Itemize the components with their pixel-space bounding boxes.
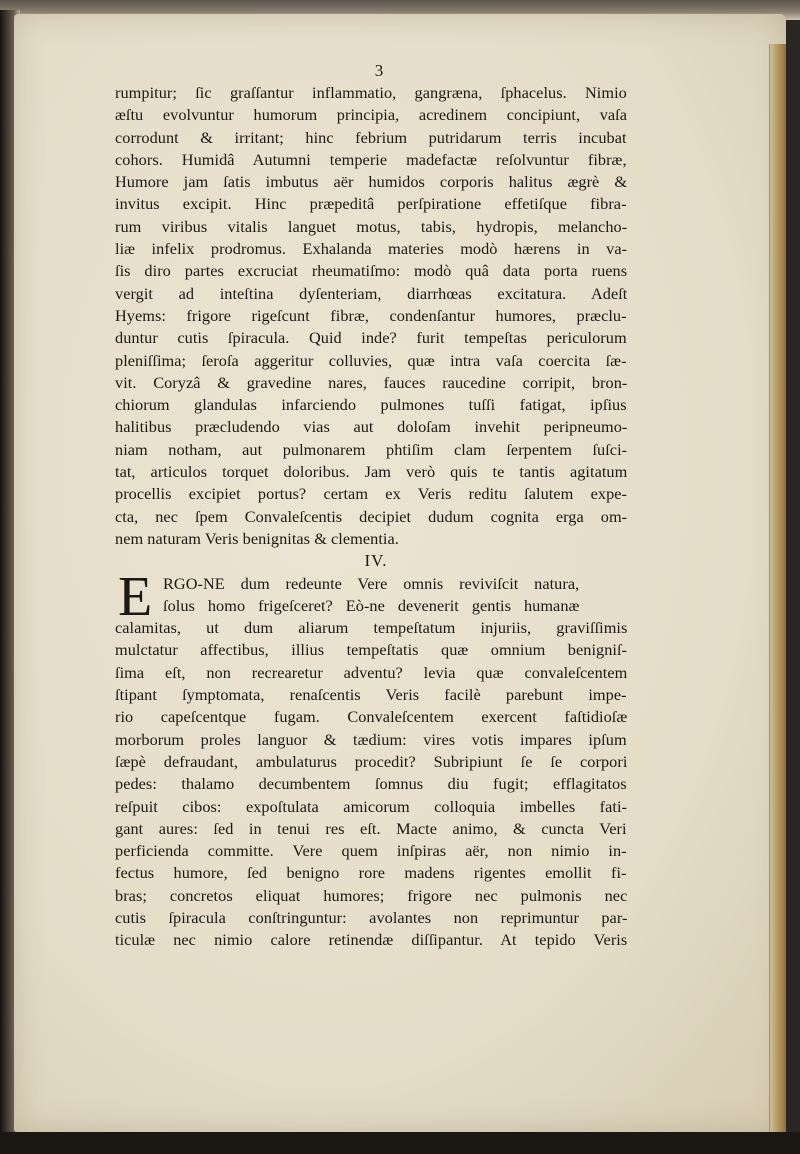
- text-line: cohors. Humidâ Autumni temperie madefactæ reſolvuntur fibræ,: [115, 149, 627, 169]
- scan-bottom-edge: [0, 1132, 800, 1154]
- paragraph-2-body: [115, 617, 627, 951]
- text-line: invitus excipit. Hinc præpeditâ perſpiratione effetiſque fibra-: [115, 194, 627, 214]
- text-line: corrodunt & irritant; hinc febrium putridarum terris incubat: [115, 127, 627, 147]
- text-line: ſima eſt, non recrearetur adventu? levia quæ convaleſcentem: [115, 662, 628, 682]
- text-line: gant aures: ſed in tenui res eſt. Macte animo, & cuncta Veri: [115, 818, 627, 838]
- text-line: pleniſſima; ſeroſa aggeritur colluvies, quæ intra vaſa coercita ſæ-: [115, 350, 627, 370]
- text-line: ſæpè defraudant, ambulaturus procedit? Subripiunt ſe ſe corpori: [115, 751, 628, 771]
- text-line: halitibus præcludendo vias aut doloſam invehit peripneumo-: [115, 417, 628, 437]
- text-line: rum viribus vitalis languet motus, tabis, hydropis, melancho-: [115, 216, 628, 236]
- text-line: chiorum glandulas infarciendo pulmones tuſſi fatigat, ipſius: [115, 395, 627, 415]
- text-line: Humore jam ſatis imbutus aër humidos corporis halitus ægrè &: [115, 172, 628, 192]
- text-line: pedes: thalamo decumbentem ſomnus diu fugit; efflagitatos: [115, 774, 627, 794]
- section-heading: IV.: [364, 551, 388, 571]
- paragraph-2-opening: [115, 565, 627, 628]
- text-line: fectus humore, ſed benigno rore madens rigentes emollit fi-: [115, 863, 627, 883]
- text-line: bras; concretos eliquat humores; frigore nec pulmonis nec: [115, 885, 628, 905]
- page-number: 3: [374, 61, 384, 80]
- text-line: ſtipant ſymptomata, renaſcentis Veris facilè parebunt impe-: [115, 685, 627, 705]
- text-line: cutis ſpiracula conſtringuntur: avolantes non reprimuntur par-: [115, 907, 628, 927]
- text-line: æſtu evolvuntur humorum principia, acredinem concipiunt, vaſa: [115, 105, 628, 125]
- text-line: reſpuit cibos: expoſtulata amicorum colloquia imbelles fati-: [115, 796, 628, 816]
- text-line: RGO-NE dum redeunte Vere omnis reviviſcit natura,: [163, 573, 580, 593]
- text-line: ſis diro partes excruciat rheumatiſmo: modò quâ data porta ruens: [115, 261, 628, 281]
- text-line: ticulæ nec nimio calore retinendæ diſſipantur. At tepido Veris: [115, 930, 628, 950]
- text-line: procellis excipiet portus? certam ex Veris reditu ſalutem expe-: [115, 484, 628, 504]
- page-stack-edge: [769, 44, 786, 1154]
- text-line: niam notham, aut pulmonarem phtiſim clam ſerpentem ſuſci-: [115, 439, 628, 459]
- text-line: liæ infelix prodromus. Exhalanda materies modò hærens in va-: [115, 239, 628, 259]
- text-line: calamitas, ut dum aliarum tempeſtatum injuriis, graviſſimis: [115, 618, 628, 638]
- text-line: morborum proles languor & tædium: vires votis impares ipſum: [115, 729, 627, 749]
- text-line: cta, nec ſpem Convaleſcentis decipiet dudum cognita erga om-: [115, 506, 628, 526]
- text-line: vergit ad inteſtina dyſenteriam, diarrhœas excitatura. Adeſt: [115, 283, 628, 303]
- paragraph-1: [115, 82, 627, 550]
- text-line: duntur cutis ſpiracula. Quid inde? furit tempeſtas periculorum: [115, 328, 627, 348]
- text-line: nem naturam Veris benignitas & clementia.: [115, 528, 399, 548]
- text-line: rio capeſcentque fugam. Convaleſcentem exercent faſtidioſæ: [115, 707, 628, 727]
- text-line: rumpitur; ſic graſſantur inflammatio, gangræna, ſphacelus. Nimio: [115, 83, 627, 102]
- text-line: vit. Coryzâ & gravedine nares, fauces raucedine corripit, bron-: [115, 372, 628, 392]
- text-line: Hyems: frigore rigeſcunt fibræ, condenſantur humores, præclu-: [115, 305, 627, 325]
- text-line: mulctatur affectibus, illius tempeſtatis quæ omnium benigniſ-: [115, 640, 628, 660]
- page-text: [115, 62, 627, 952]
- text-line: perficienda committe. Vere quem inſpiras aër, non nimio in-: [115, 841, 627, 861]
- text-line: tat, articulos torquet doloribus. Jam verò quis te tantis agitatum: [115, 462, 628, 482]
- paragraph-2: [115, 565, 628, 952]
- drop-cap: E: [118, 565, 153, 628]
- text-line: ſolus homo frigeſceret? Eò-ne devenerit gentis humanæ: [163, 595, 580, 615]
